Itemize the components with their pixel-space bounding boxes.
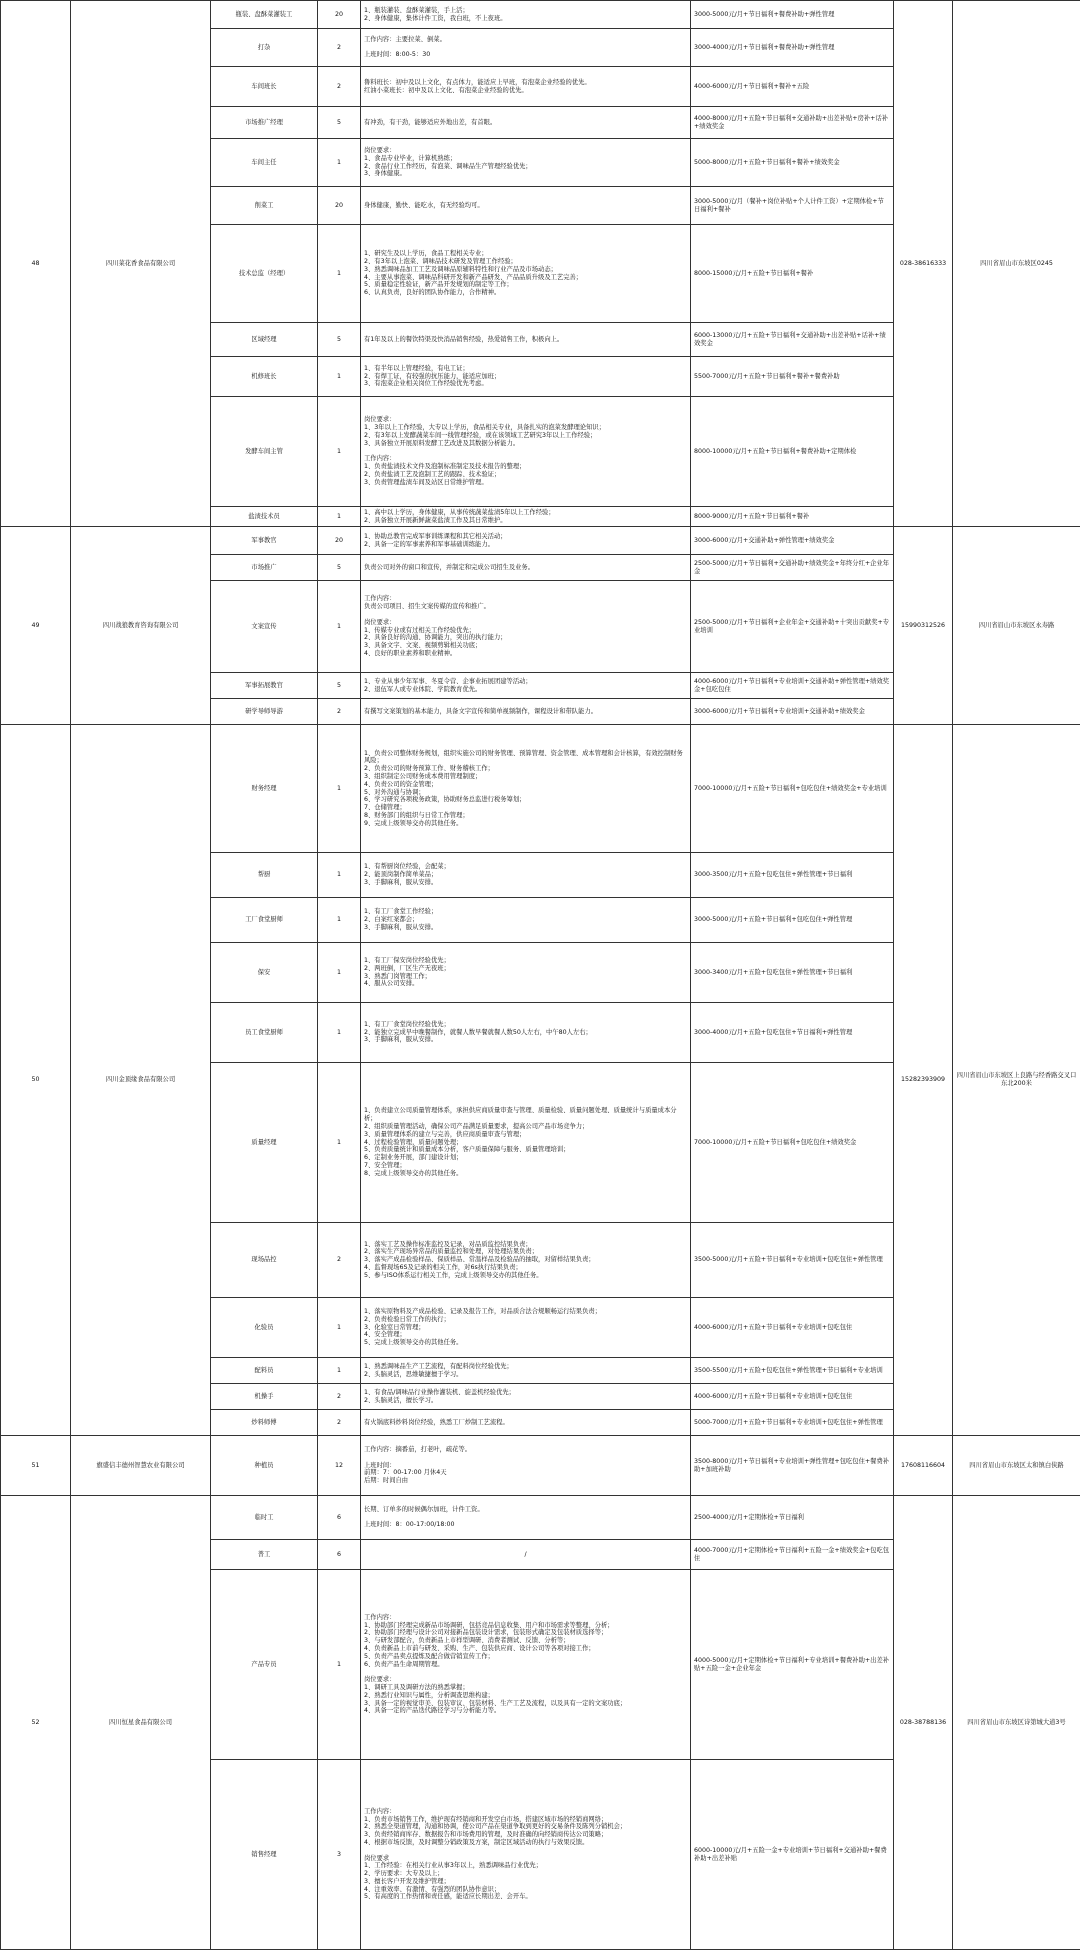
job-count: 1 — [318, 1003, 361, 1063]
job-count: 2 — [318, 67, 361, 107]
job-title: 工厂食堂厨师 — [211, 898, 318, 943]
job-requirements: 1、落实工艺及操作标准监控及记录，对品质监控结果负责； 2、落实生产现场异常品的质量监控和处理，对处理结果负责； 3、落实产成品检验样品、保质样品、常温样品及检验品的抽取，对留样结果负责； 4、监督现场6S及记录的相关工作，对6s执行结果负责； 5、参与ISO体系运行相关工作，完成上级领导交办的其他任务。 — [361, 1223, 691, 1298]
job-requirements: 工作内容：摘番茄，打老叶，疏花等。 上班时间： 前期：7：00-17:00 月休4天 后期：时间自由 — [361, 1436, 691, 1496]
company-number: 48 — [1, 1, 71, 527]
job-requirements: / — [361, 1540, 691, 1570]
job-requirements: 1、高中以上学历，身体健康，从事传统蔬菜盐渍5年以上工作经验； 2、具备独立开展新鲜蔬菜盐渍工作及其日常维护。 — [361, 507, 691, 527]
job-count: 2 — [318, 29, 361, 67]
job-title: 区域经理 — [211, 323, 318, 357]
job-count: 1 — [318, 397, 361, 507]
job-salary: 2500-5000元/月+节日福利+企业年金+交通补助+十突出贡献奖+专业培训 — [691, 581, 894, 673]
job-title: 发酵车间主管 — [211, 397, 318, 507]
job-count: 3 — [318, 1760, 361, 1950]
job-requirements: 长期、订单多的时候偶尔加班，计件工资。 上班时间：8：00-17:00/18:00 — [361, 1496, 691, 1540]
job-requirements: 工作内容：主要拉菜、倒菜。 上班时间：8:00-5：30 — [361, 29, 691, 67]
job-requirements: 1、专业从事少年军事、冬夏令营、企事业拓展团建等活动； 2、退伍军人或专业体院、学院教育优先。 — [361, 673, 691, 699]
table-row — [1, 1496, 1080, 1540]
job-title: 军事拓展教官 — [211, 673, 318, 699]
job-count: 1 — [318, 1298, 361, 1358]
company-phone: 17608116604 — [894, 1436, 953, 1496]
job-salary: 8000-9000元/月+五险+节日福利+餐补 — [691, 507, 894, 527]
company-address: 四川省眉山市东坡区上良路与经香路交叉口东北200米 — [953, 725, 1080, 1436]
job-requirements: 1、有工厂食堂工作经验； 2、白案红案都会； 3、手脚麻利，服从安排。 — [361, 898, 691, 943]
job-count: 20 — [318, 187, 361, 225]
job-salary: 5500-7000元/月+五险+节日福利+餐补+餐费补助 — [691, 357, 894, 397]
job-title: 化验员 — [211, 1298, 318, 1358]
job-salary: 4000-7000元/月+定期体检+节日福利+五险一金+绩效奖金+包吃包住 — [691, 1540, 894, 1570]
job-count: 5 — [318, 555, 361, 581]
job-requirements: 1、有工厂保安岗位经验优先； 2、两班倒，厂区生产无夜班； 3、熟悉门岗管理工作； 4、服从公司安排。 — [361, 943, 691, 1003]
job-title: 市场推广 — [211, 555, 318, 581]
job-count: 1 — [318, 898, 361, 943]
job-salary: 4000-6000元/月+节日福利+餐补+五险 — [691, 67, 894, 107]
job-count: 6 — [318, 1540, 361, 1570]
job-count: 5 — [318, 673, 361, 699]
job-salary: 3000-5000元/月+五险+节日福利+包吃包住+弹性管理 — [691, 898, 894, 943]
job-title: 种植员 — [211, 1436, 318, 1496]
job-title: 打杂 — [211, 29, 318, 67]
job-salary: 3000-6000元/月+交通补助+弹性管理+绩效奖金 — [691, 527, 894, 555]
company-name: 旗盛信丰德州智慧农业有限公司 — [71, 1436, 211, 1496]
job-count: 5 — [318, 323, 361, 357]
job-title: 员工食堂厨师 — [211, 1003, 318, 1063]
job-requirements: 1、瓶装灌装、盘酥菜灌装，手上活； 2、身体健康，集体计件工资，我白班，不上夜班。 — [361, 1, 691, 29]
job-requirements: 1、落实原物料及产成品检验、记录及报告工作，对品质合法合规顺畅运行结果负责； 2、负责检验日常工作的执行； 3、化验室日常管理； 4、安全管理； 5、完成上级领导交办的其他任务。 — [361, 1298, 691, 1358]
job-requirements: 1、协助总教官完成军事训练课程和其它相关活动； 2、具备一定的军事素养和军事基础训练能力。 — [361, 527, 691, 555]
job-salary: 2500-4000元/月+定期体检+节日福利 — [691, 1496, 894, 1540]
job-salary: 2500-5000元/月+节日福利+交通补助+绩效奖金+年终分红+企业年金 — [691, 555, 894, 581]
job-title: 质量经理 — [211, 1063, 318, 1223]
job-requirements: 有撰写文案策划的基本能力，具备文字宣传和简单视频制作，课程设计和带队能力。 — [361, 699, 691, 725]
job-title: 瓶装、盘酥菜灌装工 — [211, 1, 318, 29]
job-salary: 4000-8000元/月+五险+节日福利+交通补助+出差补贴+房补+话补+绩效奖金 — [691, 107, 894, 139]
job-salary: 3000-5000元/月+节日福利+餐费补助+弹性管理 — [691, 1, 894, 29]
job-salary: 3000-5000元/月（餐补+岗位补贴+个人计件工资）+定期体检+节日福利+餐补 — [691, 187, 894, 225]
job-salary: 5000-8000元/月+五险+节日福利+餐补+绩效奖金 — [691, 139, 894, 187]
company-number: 51 — [1, 1436, 71, 1496]
job-title: 普工 — [211, 1540, 318, 1570]
company-name: 四川金顶缘食品有限公司 — [71, 725, 211, 1436]
table-row — [1, 527, 1080, 555]
job-count: 2 — [318, 1223, 361, 1298]
job-title: 销售经理 — [211, 1760, 318, 1950]
job-count: 1 — [318, 139, 361, 187]
job-count: 1 — [318, 507, 361, 527]
job-requirements: 1、有工厂食堂岗位经验优先； 2、能独立完成早中晚餐制作，就餐人数早餐就餐人数50人左右，中午80人左右； 3、手脚麻利，服从安排。 — [361, 1003, 691, 1063]
job-title: 配料员 — [211, 1358, 318, 1384]
job-requirements: 工作内容： 负责公司项目、招生文案传媒的宣传和推广。 岗位要求： 1、传媒专业或有过相关工作经验优先； 2、具备良好的沟通、协调能力，突出的执行能力； 3、具备文字、文案、视频剪辑相关功底； 4、良好的职业素养和职业精神。 — [361, 581, 691, 673]
job-salary: 3000-6000元/月+节日福利+专业培训+交通补助+绩效奖金 — [691, 699, 894, 725]
company-name: 四川恒星食品有限公司 — [71, 1496, 211, 1950]
job-requirements: 1、熟悉调味品生产工艺流程，有配料岗位经验优先； 2、头脑灵活，思维敏捷擅于学习。 — [361, 1358, 691, 1384]
job-count: 1 — [318, 853, 361, 898]
job-title: 临时工 — [211, 1496, 318, 1540]
job-salary: 8000-10000元/月+五险+节日福利+餐费补助+定期体检 — [691, 397, 894, 507]
job-requirements: 鲁料班长：初中及以上文化，有点体力，能适应上早班，有泡菜企业经验的优先。 红油小菜班长：初中及以上文化、有泡菜企业经验的优先。 — [361, 67, 691, 107]
job-salary: 8000-15000元/月+五险+节日福利+餐补 — [691, 225, 894, 323]
job-count: 12 — [318, 1436, 361, 1496]
job-title: 机操手 — [211, 1384, 318, 1410]
job-title: 技术总监（经理） — [211, 225, 318, 323]
job-title: 财务经理 — [211, 725, 318, 853]
job-count: 1 — [318, 357, 361, 397]
job-title: 现场品控 — [211, 1223, 318, 1298]
job-count: 1 — [318, 725, 361, 853]
job-count: 1 — [318, 943, 361, 1003]
job-title: 炒料师傅 — [211, 1410, 318, 1436]
job-title: 保安 — [211, 943, 318, 1003]
job-requirements: 有冲劲，有干劲，能够适应外地出差，有首眼。 — [361, 107, 691, 139]
company-address: 四川省眉山市东坡区0245 — [953, 1, 1080, 527]
job-salary: 3500-8000元/月+节日福利+专业培训+弹性管理+包吃包住+餐费补助+加班补助 — [691, 1436, 894, 1496]
company-number: 52 — [1, 1496, 71, 1950]
table-row — [1, 725, 1080, 853]
company-number: 50 — [1, 725, 71, 1436]
job-count: 1 — [318, 1063, 361, 1223]
job-title: 车间班长 — [211, 67, 318, 107]
job-requirements: 岗位要求： 1、食品专业毕业，计算机熟练； 2、食品行业工作经历，有泡菜、调味品生产管理经验优先； 3、身体健康。 — [361, 139, 691, 187]
job-requirements: 负责公司对外的窗口和宣传，并制定和完成公司招生及业务。 — [361, 555, 691, 581]
job-title: 机修班长 — [211, 357, 318, 397]
job-title: 削菜工 — [211, 187, 318, 225]
job-salary: 5000-7000元/月+五险+节日福利+专业培训+包吃包住+弹性管理 — [691, 1410, 894, 1436]
company-address: 四川省眉山市东坡区太和镇白侠路 — [953, 1436, 1080, 1496]
company-phone: 15990312526 — [894, 527, 953, 725]
job-salary: 3000-4000元/月+节日福利+餐费补助+弹性管理 — [691, 29, 894, 67]
table-body — [1, 1, 1080, 1950]
job-requirements: 工作内容： 1、协助部门经理完成新品市场调研，包括竞品信息收集、用户和市场需求等整理、分析； 2、协助部门经理与设计公司对接新品包装设计需求，包装形式确定及包装材质选择等； 3、与研发部配合，负责新品上市样型调研、消费者测试、反馈、分析等； 4、负责新品上市前与研发、采购、生产、包装供应商、设计公司等各项对接工作； 5、负责产品卖点提炼及配合做营销宣传工作； 6、负责产品生命周期管理。 岗位要求： 1、调研工具及调研方法的熟悉掌握； 2、熟悉行业知识与属性，分析调查思维构建； 3、具备一定的视觉审美、包装审议、包装材料、生产工艺及流程，以及具有一定的文案功底； 4、具备一定的产品迭代路径学习与分析能力等。 — [361, 1570, 691, 1760]
job-requirements: 身体健康，勤快、能吃水，有无经验均可。 — [361, 187, 691, 225]
job-title: 盐渍技术员 — [211, 507, 318, 527]
job-salary: 4000-5000元/月+定期体检+节日福利+专业培训+餐费补助+出差补贴+五险一金+企业年金 — [691, 1570, 894, 1760]
job-count: 1 — [318, 225, 361, 323]
job-title: 文案宣传 — [211, 581, 318, 673]
job-title: 帮厨 — [211, 853, 318, 898]
job-requirements: 1、负责建立公司质量管理体系，承担供应商质量审查与管理、质量检验、质量问题处理、质量统计与质量成本分析； 2、组织质量管理活动，确保公司产品满足质量要求，提高公司产品市场竞争力； 3、质量管理体系的建立与完善，供应商质量审查与管理； 4、过程检验管理，质量问题处理； 5、负责质量统计和质量成本分析，客户质量保障与服务、质量管理培训； 6、定制业务开展，部门建设计划； 7、安全管理； 8、完成上级领导交办的其他任务。 — [361, 1063, 691, 1223]
job-salary: 6000-10000元/月+五险一金+专业培训+节日福利+交通补助+餐费补助+出差补贴 — [691, 1760, 894, 1950]
job-salary: 3000-3400元/月+五险+包吃包住+弹性管理+节日福利 — [691, 943, 894, 1003]
company-address: 四川省眉山市东坡区诗第城大道3号 — [953, 1496, 1080, 1950]
job-title: 车间主任 — [211, 139, 318, 187]
company-name: 四川菜花香食品有限公司 — [71, 1, 211, 527]
job-salary: 4000-6000元/月+五险+节日福利+专业培训+包吃包住 — [691, 1298, 894, 1358]
job-requirements: 1、有食品/调味品行业操作灌装机、旋盖机经验优先； 2、头脑灵活，擅长学习。 — [361, 1384, 691, 1410]
job-salary: 4000-6000元/月+节日福利+专业培训+交通补助+弹性管理+绩效奖金+包吃包住 — [691, 673, 894, 699]
job-requirements: 1、有半年以上管理经验，有电工证； 2、有焊工证，有较强的抗压能力，能适应加班； 3、有泡菜企业相关岗位工作经验优先考虑。 — [361, 357, 691, 397]
company-number: 49 — [1, 527, 71, 725]
company-name: 四川战狼教育咨询有限公司 — [71, 527, 211, 725]
job-salary: 6000-13000元/月+五险+节日福利+交通补助+出差补贴+话补+绩效奖金 — [691, 323, 894, 357]
job-salary: 3000-3500元/月+五险+包吃包住+弹性管理+节日福利 — [691, 853, 894, 898]
job-requirements: 1、负责公司整体财务规划，组织实施公司的财务管理、预算管理、资金管理、成本管理和会计核算，有效控制财务风险； 2、负责公司的财务预算工作、财务稽核工作； 3、组织制定公司财务成本费用管理制度； 4、负责公司的资金管理； 5、对外沟通与协调； 6、学习研究各项税务政策，协助财务总监进行税务筹划； 7、仓储管理； 8、财务部门的组织与日常工作管理； 9、完成上级领导交办的其他任务。 — [361, 725, 691, 853]
job-requirements: 1、研究生及以上学历，食品工程相关专业； 2、有3年以上泡菜、调味品技术研发及管理工作经验； 3、熟悉调味品加工工艺及调味品原辅料特性和行业产品及市场动态； 4、主要从事泡菜、调味品科研开发和新产品研发、产品品质升级及工艺完善； 5、质量稳定性验证，新产品开发规划的制定等工作； 6、认真负责，良好的团队协作能力，合作精神。 — [361, 225, 691, 323]
job-requirements: 工作内容： 1、负责市场销售工作，维护现有经销商和开发空白市场，搭建区域市场的经销商网络； 2、熟悉全渠道管理，沟通和协调，使公司产品在渠道争取到更好的交易条件及陈列分销机会； 3、负责经销商库存、数据报告和市场费用的管理，及时准确的向经销商传达公司策略； 4、根据市场反馈，及时调整分销政策及方案，制定区域活动的执行与效果反馈。 岗位要求 1、工作经验：在相关行业从事3年以上，熟悉调味品行业优先； 2、学历要求：大专及以上； 3、擅长客户开发及维护管理； 4、注重效率、有激情、有强烈的团队协作意识； 5、有高度的工作热情和责任感，能适应长期出差、会开车。 — [361, 1760, 691, 1950]
job-count: 20 — [318, 1, 361, 29]
company-phone: 15282393909 — [894, 725, 953, 1436]
job-salary: 3500-5500元/月+五险+包吃包住+弹性管理+节日福利+专业培训 — [691, 1358, 894, 1384]
job-title: 军事教官 — [211, 527, 318, 555]
job-count: 20 — [318, 527, 361, 555]
company-phone: 028-38788136 — [894, 1496, 953, 1950]
job-count: 2 — [318, 1410, 361, 1436]
job-requirements: 岗位要求： 1、3年以上工作经验，大专以上学历，食品相关专业，具备扎实的泡菜发酵理论知识； 2、有3年以上发酵蔬菜车间一线管理经验，或在该领域工艺研究3年以上工作经验； 3、具备独立开展原料发酵工艺改进及其数据分析能力。 工作内容： 1、负责盐渍技术文件及泡制标准制定及技术报告的整理； 2、负责盐渍工艺及泡制工艺的跟踪、技术验证； 3、负责管理盐渍车间及站区日常维护管理。 — [361, 397, 691, 507]
job-requirements: 有1年及以上的餐饮特渠及快消品销售经验，热爱销售工作，积极向上。 — [361, 323, 691, 357]
job-salary: 3000-4000元/月+五险+包吃包住+节日福利+弹性管理 — [691, 1003, 894, 1063]
job-salary: 3500-5000元/月+五险+节日福利+专业培训+包吃包住+弹性管理 — [691, 1223, 894, 1298]
job-title: 产品专员 — [211, 1570, 318, 1760]
job-count: 1 — [318, 581, 361, 673]
job-count: 1 — [318, 1570, 361, 1760]
job-count: 5 — [318, 107, 361, 139]
job-count: 2 — [318, 699, 361, 725]
job-title: 市场推广经理 — [211, 107, 318, 139]
job-salary: 4000-6000元/月+五险+节日福利+专业培训+包吃包住 — [691, 1384, 894, 1410]
job-salary: 7000-10000元/月+五险+节日福利+包吃包住+绩效奖金 — [691, 1063, 894, 1223]
job-count: 2 — [318, 1384, 361, 1410]
table-row — [1, 1, 1080, 29]
job-salary: 7000-10000元/月+五险+节日福利+包吃包住+绩效奖金+专业培训 — [691, 725, 894, 853]
job-title: 研学导师导游 — [211, 699, 318, 725]
job-count: 6 — [318, 1496, 361, 1540]
company-phone: 028-38616333 — [894, 1, 953, 527]
table-row — [1, 1436, 1080, 1496]
job-requirements: 有火锅底料炒料岗位经验，熟悉工厂炒制工艺流程。 — [361, 1410, 691, 1436]
job-requirements: 1、有帮厨岗位经验，会配菜； 2、能顶岗制作简单菜品； 3、手脚麻利，服从安排。 — [361, 853, 691, 898]
company-address: 四川省眉山市东坡区永寿路 — [953, 527, 1080, 725]
job-count: 1 — [318, 1358, 361, 1384]
